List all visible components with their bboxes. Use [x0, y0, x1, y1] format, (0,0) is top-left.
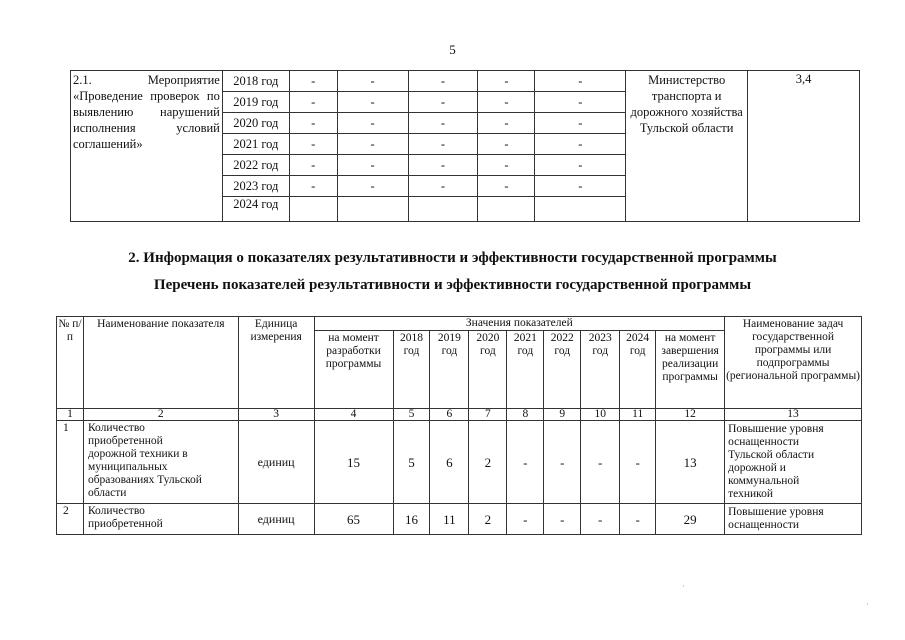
column-number: 6	[430, 409, 469, 421]
header-at-end: на момент завершения реализации программы	[656, 331, 725, 409]
unit-cell: единиц	[238, 504, 314, 535]
value-cell: -	[507, 504, 544, 535]
section-title: 2. Информация о показателях результативности и эффективности государственной программы	[128, 250, 777, 266]
dash-cell: -	[408, 113, 478, 134]
dash-cell: -	[535, 155, 626, 176]
year-cell: 2024 год	[222, 197, 289, 222]
header-2020: 2020 год	[469, 331, 507, 409]
dash-cell: -	[289, 134, 337, 155]
dash-cell: -	[535, 92, 626, 113]
dash-cell: -	[535, 176, 626, 197]
task-ref: 3,4	[748, 71, 860, 222]
header-2021: 2021 год	[507, 331, 544, 409]
dash-cell: -	[535, 134, 626, 155]
indicators-table	[56, 316, 862, 535]
dash-cell	[535, 197, 626, 222]
page-number: 5	[449, 42, 456, 57]
scan-mark: ·	[866, 600, 869, 609]
task-line: коммунальной	[728, 475, 800, 487]
header-2018: 2018 год	[393, 331, 430, 409]
value-cell: 16	[393, 504, 430, 535]
dash-cell: -	[408, 176, 478, 197]
value-cell: 29	[656, 504, 725, 535]
year-cell: 2020 год	[222, 113, 289, 134]
value-cell: -	[581, 504, 620, 535]
task-line: оснащенности	[728, 436, 800, 448]
dash-cell: -	[535, 113, 626, 134]
column-number: 13	[725, 409, 862, 421]
value-cell: 13	[656, 421, 725, 504]
task-line: Тульской области	[728, 449, 815, 461]
dash-cell: -	[408, 92, 478, 113]
indicator-name-line: муниципальных	[87, 461, 168, 473]
value-cell: 6	[430, 421, 469, 504]
indicator-name-line: области	[87, 487, 127, 499]
header-tasks: Наименование задач государственной программы или подпрограммы (региональной программы)	[725, 317, 862, 409]
value-cell: 5	[393, 421, 430, 504]
dash-cell	[289, 197, 337, 222]
header-unit: Единица измерения	[238, 317, 314, 409]
value-cell: 2	[469, 421, 507, 504]
header-2023: 2023 год	[581, 331, 620, 409]
indicator-name-line: приобретенной	[87, 435, 163, 447]
dash-cell: -	[478, 113, 535, 134]
dash-cell: -	[478, 71, 535, 92]
column-number: 2	[83, 409, 238, 421]
dash-cell: -	[289, 92, 337, 113]
value-cell: 65	[314, 504, 393, 535]
row-number: 1	[57, 421, 84, 504]
dash-cell	[478, 197, 535, 222]
column-number: 10	[581, 409, 620, 421]
scan-mark: ·	[682, 582, 685, 591]
year-cell: 2018 год	[222, 71, 289, 92]
indicator-name	[83, 421, 238, 504]
value-cell: 2	[469, 504, 507, 535]
dash-cell: -	[478, 155, 535, 176]
dash-cell	[337, 197, 408, 222]
task-line: Повышение уровня	[728, 506, 824, 518]
value-cell: -	[620, 421, 656, 504]
indicator-row	[57, 504, 862, 535]
value-cell: -	[544, 504, 581, 535]
dash-cell: -	[408, 155, 478, 176]
list-title: Перечень показателей результативности и эффективности государственной программы	[153, 277, 752, 293]
column-number: 11	[620, 409, 656, 421]
task-line: дорожной и	[728, 462, 786, 474]
header-num: № п/п	[57, 317, 84, 409]
header-values: Значения показателей	[314, 317, 725, 331]
dash-cell: -	[337, 134, 408, 155]
column-number: 5	[393, 409, 430, 421]
dash-cell: -	[289, 155, 337, 176]
task-line: техникой	[728, 488, 774, 500]
row-number: 2	[57, 504, 84, 535]
year-cell: 2023 год	[222, 176, 289, 197]
dash-cell: -	[337, 71, 408, 92]
column-number: 1	[57, 409, 84, 421]
column-number: 4	[314, 409, 393, 421]
dash-cell: -	[337, 155, 408, 176]
header-at-dev: на момент разработки программы	[314, 331, 393, 409]
activity-row	[71, 71, 860, 92]
value-cell: -	[507, 421, 544, 504]
value-cell: -	[544, 421, 581, 504]
value-cell: 11	[430, 504, 469, 535]
task-line: оснащенности	[728, 519, 800, 531]
indicator-name-line: Количество	[87, 422, 145, 434]
column-number: 8	[507, 409, 544, 421]
column-number: 7	[469, 409, 507, 421]
header-2019: 2019 год	[430, 331, 469, 409]
dash-cell: -	[337, 113, 408, 134]
dash-cell: -	[337, 92, 408, 113]
activity-table	[70, 70, 860, 222]
header-2024: 2024 год	[620, 331, 656, 409]
dash-cell: -	[289, 176, 337, 197]
indicator-name-line: дорожной техники в	[87, 448, 188, 460]
dash-cell: -	[478, 92, 535, 113]
indicator-name-line: приобретенной	[87, 518, 163, 530]
task-name	[725, 504, 862, 535]
responsible-ministry: Министерство транспорта и дорожного хозяйства Тульской области	[626, 71, 748, 222]
dash-cell: -	[289, 113, 337, 134]
year-cell: 2021 год	[222, 134, 289, 155]
column-number: 9	[544, 409, 581, 421]
indicator-name	[83, 504, 238, 535]
column-number: 12	[656, 409, 725, 421]
dash-cell: -	[289, 71, 337, 92]
task-name	[725, 421, 862, 504]
column-number: 3	[238, 409, 314, 421]
dash-cell: -	[478, 134, 535, 155]
value-cell: -	[581, 421, 620, 504]
dash-cell: -	[478, 176, 535, 197]
indicator-row	[57, 421, 862, 504]
dash-cell: -	[535, 71, 626, 92]
activity-name: 2.1. Мероприятие «Проведение проверок по выявлению нарушений исполнения условий соглашений»	[71, 71, 223, 222]
year-cell: 2022 год	[222, 155, 289, 176]
year-cell: 2019 год	[222, 92, 289, 113]
dash-cell: -	[408, 71, 478, 92]
header-name: Наименование показателя	[83, 317, 238, 409]
indicator-name-line: Количество	[87, 505, 145, 517]
dash-cell: -	[337, 176, 408, 197]
header-2022: 2022 год	[544, 331, 581, 409]
value-cell: -	[620, 504, 656, 535]
task-line: Повышение уровня	[728, 423, 824, 435]
dash-cell	[408, 197, 478, 222]
dash-cell: -	[408, 134, 478, 155]
value-cell: 15	[314, 421, 393, 504]
unit-cell: единиц	[238, 421, 314, 504]
indicator-name-line: образованиях Тульской	[87, 474, 202, 486]
